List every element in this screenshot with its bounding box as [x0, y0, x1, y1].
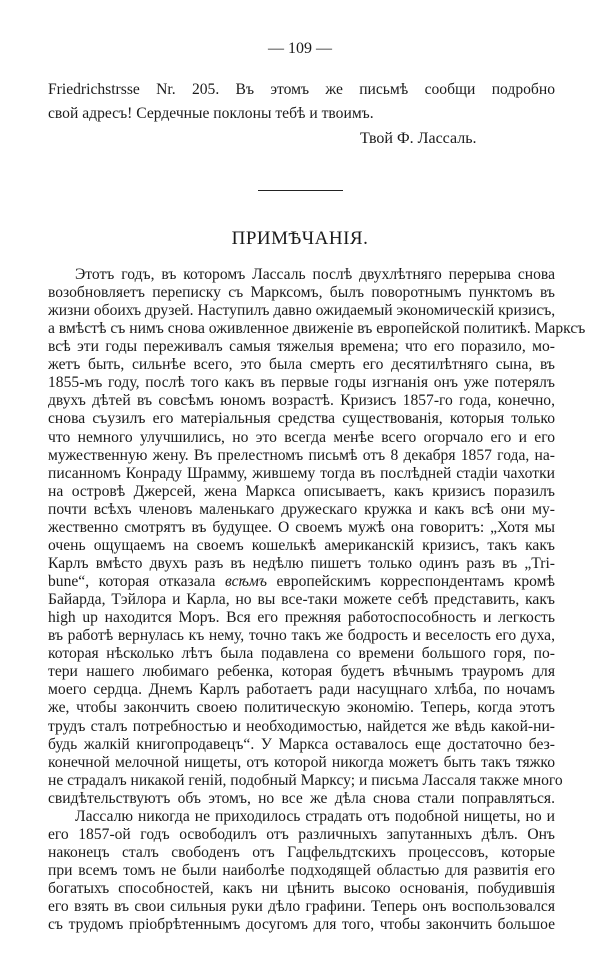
text-line: жественно смотрятъ въ будущее. О своемъ мужѣ она говоритъ: „Хотя мы [48, 518, 555, 536]
text-line: 1855-мъ году, послѣ того какъ въ первые годы изгнанія онъ уже потерялъ [48, 374, 555, 392]
text-line: тери нашего любимаго ребенка, которая будетъ вѣчнымъ трауромъ для [48, 663, 555, 681]
text-line: въ работѣ вернулась къ нему, точно такъ же бодрость и веселость его духа, [48, 627, 555, 645]
text-line: снова съузилъ его матеріальныя средства существованія, которыя только [48, 410, 555, 428]
text-line: наконецъ сталъ свободенъ отъ Гацфельдтскихъ процессовъ, которые [48, 843, 555, 861]
text-line: моего сердца. Днемъ Карлъ работаетъ ради насущнаго хлѣба, по ночамъ [48, 681, 555, 699]
text-line: его взять въ свои сильныя руки дѣло графини. Теперь онъ воспользовался [48, 898, 555, 916]
text-line: жетъ быть, сильнѣе всего, это была смерть его десятилѣтняго сына, въ [48, 356, 555, 374]
text-line: писанномъ Конраду Шрамму, жившему тогда въ послѣдней стадіи чахотки [48, 464, 555, 482]
text-line: Этотъ годъ, въ которомъ Лассаль послѣ двухлѣтняго перерыва снова [75, 266, 555, 283]
text-line: Байарда, Тэйлора и Карла, но вы все-таки можете себѣ представить, какъ [48, 591, 555, 609]
letter-line: Friedrichstrsse Nr. 205. Въ этомъ же письмѣ сообщи подробно [48, 81, 555, 98]
text-line: богатыхъ способностей, какъ ни цѣнить высоко основанія, побудившія [48, 880, 555, 898]
text-line: возобновляетъ переписку съ Марксомъ, былъ поворотнымъ пунктомъ въ [48, 284, 555, 302]
text-segment: bune“, которая отказала [48, 573, 226, 591]
emphasized-text: всѣмъ [225, 573, 267, 591]
section-title: ПРИМѢЧАНІЯ. [231, 228, 369, 249]
text-line: же, чтобы закончить своею политическую экономію. Теперь, когда этотъ [48, 699, 555, 717]
text-line: на островѣ Джерсей, жена Маркса описываетъ, какъ кризисъ поразилъ [48, 482, 555, 500]
text-line: двухъ дѣтей въ совсѣмъ юномъ возрастѣ. Кризисъ 1857-го года, конечно, [48, 392, 555, 410]
text-line: свидѣтельствуютъ объ этомъ, но все же дѣла снова стали поправляться. [48, 789, 555, 807]
text-line: почти всѣхъ членовъ маленькаго дружескаго кружка и какъ всѣ они му- [48, 500, 555, 518]
page-number: — 109 — [268, 40, 332, 57]
text-line: Лассалю никогда не приходилось страдать отъ подобной нищеты, но и [75, 807, 555, 825]
signature: Твой Ф. Лассаль. [360, 130, 477, 147]
text-line: которая нѣсколько лѣтъ была подавлена со времени большого горя, по- [48, 645, 555, 663]
text-line: Карлъ вмѣсто двухъ разъ въ недѣлю пишетъ только одинъ разъ въ „Tri- [48, 554, 555, 572]
text-line: при всемъ томъ не были наиболѣе подходящей областью для развитія его [48, 861, 555, 879]
text-line: его 1857-ой годъ освободилъ отъ различныхъ запутанныхъ дѣлъ. Онъ [48, 825, 555, 843]
text-line: трудъ сталъ потребностью и необходимостью, найдется же вѣдь какой-ни- [48, 717, 555, 735]
text-line: жизни обоихъ друзей. Наступилъ давно ожидаемый экономическій кризисъ, [48, 302, 556, 320]
text-line: что немного улучшились, но это всегда менѣе всего огорчало его и его [48, 428, 555, 446]
text-line: съ трудомъ пріобрѣтеннымъ досугомъ для того, чтобы закончить большое [48, 916, 555, 934]
text-line: high up находится Моръ. Вся его прежняя работоспособность и легкость [48, 609, 555, 627]
text-line [48, 573, 555, 591]
text-line: конечной мелочной нищеты, отъ которой никогда можетъ быть такъ тяжко [48, 753, 555, 771]
text-line: всѣ эти годы переживалъ самыя тяжелыя времена; что его поразило, мо- [48, 338, 555, 356]
text-line: мужественную жену. Въ прелестномъ письмѣ отъ 8 декабря 1857 года, на- [48, 446, 555, 464]
text-line: будь жалкій книгопродавецъ“. У Маркса оставалось еще достаточно без- [48, 735, 555, 753]
section-divider [258, 190, 343, 191]
text-line: не страдалъ никакой геній, подобный Марксу; и письма Лассаля также много [48, 771, 563, 789]
text-line: а вмѣстѣ съ нимъ снова оживленное движеніе въ европейской политикѣ. Марксъ [48, 320, 586, 338]
text-line: очень ощущаемъ на своемъ кошелькѣ американскій кризисъ, такъ какъ [48, 536, 555, 554]
letter-line: свой адресъ! Сердечные поклоны тебѣ и твоимъ. [48, 105, 374, 122]
text-segment: европейскимъ корреспондентамъ кромѣ [266, 573, 555, 591]
